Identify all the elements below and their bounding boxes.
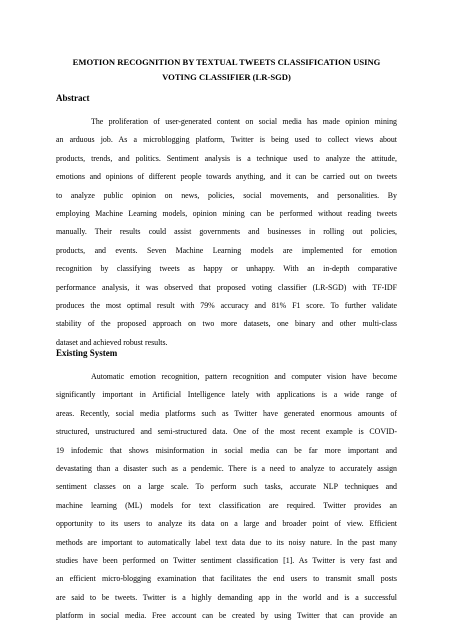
- text-line: significantly important in Artificial Intelligence lately with applications is a wide range of: [56, 390, 397, 400]
- text-line: produces the most optimal result with 79% accuracy and 81% F1 score. To further validate: [56, 300, 397, 310]
- text-line: employing Machine Learning models, opinion mining can be performed without reading tweets: [56, 208, 397, 218]
- text-line: stability of the proposed approach on two more datasets, one binary and other multi-class: [56, 319, 397, 329]
- text-line: devastating than a disaster such as a pendemic. There is a need to analyze to accurately assign: [56, 463, 397, 473]
- text-line: to analyze public opinion on news, policies, social movements, and personalities. By: [56, 190, 397, 200]
- text-line: platform in social media. Free account can be created by using Twitter that can provide an: [56, 611, 397, 621]
- paper-title: [58, 55, 395, 85]
- text-line: an arduous job. As a microblogging platform, Twitter is being used to collect views about: [56, 135, 397, 145]
- text-line: recognition by classifying tweets as happy or unhappy. With an in-depth comparative: [56, 264, 397, 274]
- text-line: 19 infodemic that shows misinformation in social media can be far more important and: [56, 445, 397, 455]
- text-line: are said to be tweets. Twitter is a highly demanding app in the world and is a successful: [56, 592, 397, 602]
- text-line: manually. Their results could assist governments and businesses in rolling out policies,: [56, 227, 397, 237]
- text-line: studies have been performed on Twitter sentiment classification [1]. As Twitter is very fast and: [56, 555, 397, 565]
- text-line: an efficient micro-blogging examination that facilitates the end users to transmit small posts: [56, 574, 397, 584]
- text-line: methods are important to automatically label text data due to its noisy nature. In the past many: [56, 537, 397, 547]
- text-line: sentiment classes on a large scale. To perform such tasks, accurate NLP techniques and: [56, 482, 397, 492]
- existing-system-paragraph: [56, 368, 397, 625]
- abstract-paragraph: [56, 113, 397, 352]
- text-line: dataset and achieved robust results.: [56, 337, 168, 347]
- abstract-heading: Abstract: [56, 93, 90, 103]
- title-line: EMOTION RECOGNITION BY TEXTUAL TWEETS CLASSIFICATION USING: [72, 57, 381, 67]
- text-line: structured, unstructured and semi-structured data. One of the most recent example is COVID-: [56, 427, 397, 437]
- text-line: The proliferation of user-generated content on social media has made opinion mining: [91, 117, 397, 126]
- existing-system-heading: Existing System: [56, 348, 118, 358]
- text-line: machine learning (ML) models for text classification are required. Twitter provides an: [56, 500, 397, 510]
- text-line: products, trends, and politics. Sentiment analysis is a technique used to analyze the attitude,: [56, 153, 397, 163]
- text-line: Automatic emotion recognition, pattern recognition and computer vision have become: [91, 372, 397, 381]
- title-line: VOTING CLASSIFIER (LR-SGD): [162, 72, 291, 82]
- text-line: performance analysis, it was observed that proposed voting classifier (LR-SGD) with TF-IDF: [56, 282, 397, 292]
- text-line: areas. Recently, social media platforms such as Twitter have generated enormous amounts of: [56, 408, 397, 418]
- text-line: products, and events. Seven Machine Learning models are implemented for emotion: [56, 245, 397, 255]
- text-line: opportunity to its users to analyze its data on a large and broader point of view. Efficient: [56, 519, 397, 529]
- text-line: emotions and opinions of different people towards anything, and it can be carried out on tweets: [56, 172, 397, 182]
